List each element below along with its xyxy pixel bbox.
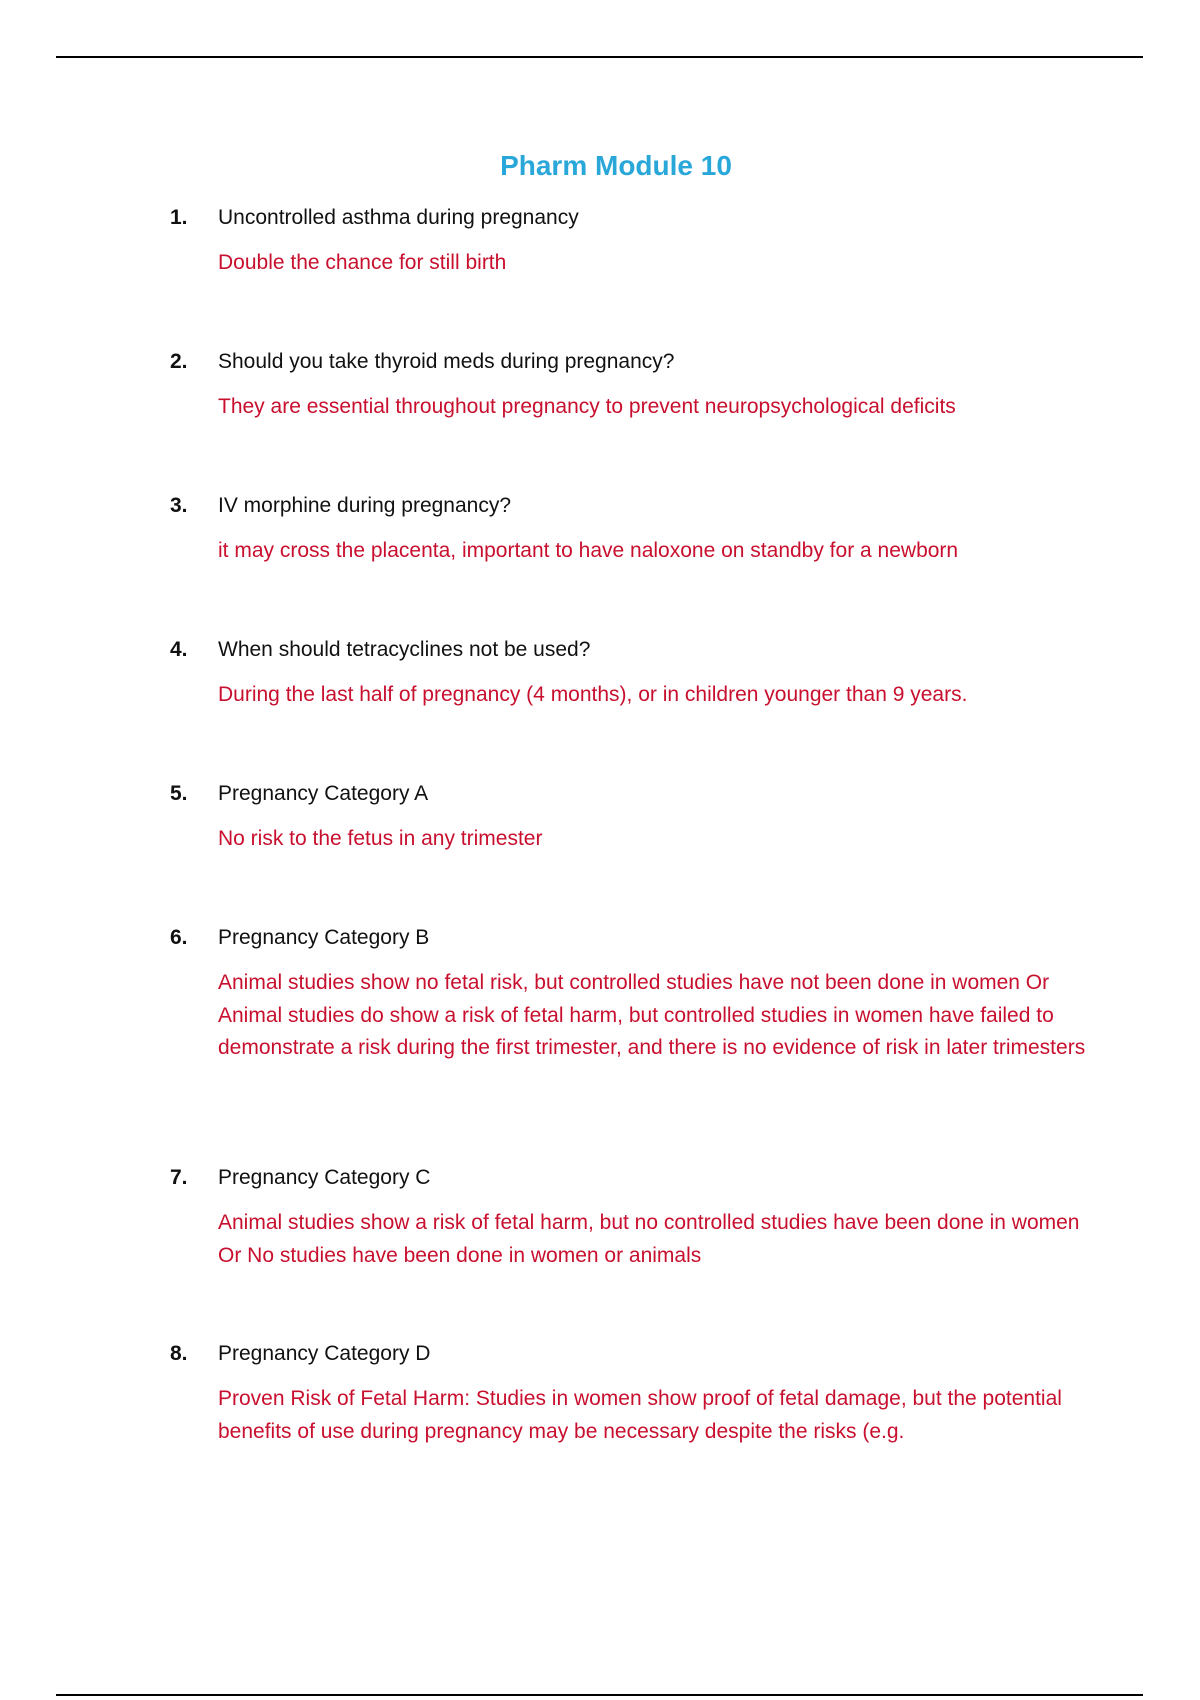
- question-text: Pregnancy Category B: [218, 926, 430, 949]
- question-text: Pregnancy Category C: [218, 1166, 431, 1189]
- qa-item-2: [170, 347, 1090, 424]
- question-number: 3.: [170, 494, 188, 517]
- question-text: Should you take thyroid meds during pregnancy?: [218, 350, 675, 373]
- answer-text: Animal studies show no fetal risk, but controlled studies have not been done in women Or Animal studies do show a risk of fetal harm, but controlled studies in women have failed to demonstrate a risk during the first trimester, and there is no evidence of risk in later trimesters: [218, 971, 1086, 1059]
- qa-item-4: [170, 635, 1090, 712]
- question-text: Pregnancy Category A: [218, 782, 429, 805]
- question-text: When should tetracyclines not be used?: [218, 638, 591, 661]
- question-number: 8.: [170, 1342, 188, 1365]
- qa-item-1: [170, 203, 1090, 280]
- qa-item-8: [170, 1339, 1090, 1448]
- question-number: 1.: [170, 206, 188, 229]
- qa-item-3: [170, 491, 1090, 568]
- question-text: Pregnancy Category D: [218, 1342, 431, 1365]
- answer-text: Proven Risk of Fetal Harm: Studies in women show proof of fetal damage, but the potential benefits of use during pregnancy may be necessary despite the risks (e.g.: [218, 1387, 1062, 1443]
- question-number: 5.: [170, 782, 188, 805]
- question-text: Uncontrolled asthma during pregnancy: [218, 206, 579, 229]
- page-title: Pharm Module 10: [500, 150, 732, 181]
- question-text: IV morphine during pregnancy?: [218, 494, 512, 517]
- question-number: 4.: [170, 638, 188, 661]
- question-number: 7.: [170, 1166, 188, 1189]
- answer-text: it may cross the placenta, important to have naloxone on standby for a newborn: [218, 539, 959, 562]
- question-number: 6.: [170, 926, 188, 949]
- answer-text: During the last half of pregnancy (4 months), or in children younger than 9 years.: [218, 683, 968, 706]
- header-rule: [56, 56, 1143, 58]
- answer-text: No risk to the fetus in any trimester: [218, 827, 543, 850]
- answer-text: Double the chance for still birth: [218, 251, 507, 274]
- question-number: 2.: [170, 350, 188, 373]
- qa-item-6: [170, 923, 1090, 1065]
- qa-item-7: [170, 1163, 1090, 1272]
- qa-item-5: [170, 779, 1090, 856]
- answer-text: They are essential throughout pregnancy to prevent neuropsychological deficits: [218, 395, 956, 418]
- footer-rule: [56, 1694, 1143, 1696]
- answer-text: Animal studies show a risk of fetal harm, but no controlled studies have been done in women Or No studies have been done in women or animals: [218, 1211, 1080, 1267]
